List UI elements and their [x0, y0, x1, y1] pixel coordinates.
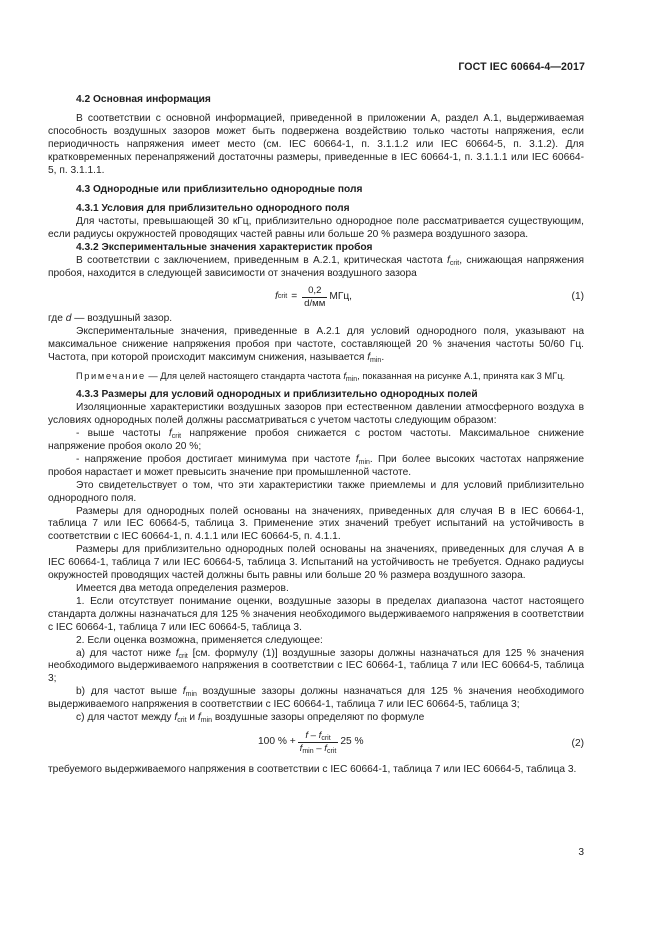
item-a: a) для частот ниже $f_{crit}$ [см. формулу (1)] воздушные зазоры должны назначаться для 125 % значения необходимого выдерживаемого напряжения в соответствии с IEC 60664-1, таблица 7 или IEC 60664-5, таблица 3;: [48, 647, 584, 685]
formula-1: [48, 284, 584, 312]
section-4-3-2-heading: 4.3.2 Экспериментальные значения характеристик пробоя: [76, 242, 373, 254]
formula-1-number: (1): [571, 290, 584, 302]
section-4-3-heading: 4.3 Однородные или приблизительно однородные поля: [76, 184, 363, 196]
note: Примечание — Для целей настоящего стандарта частота $f_{min}$, показанная на рисунке А.1, принята как 3 МГц.: [76, 371, 566, 384]
method-2-text: 2. Если оценка возможна, применяется следующее:: [76, 634, 323, 646]
formula-1-fraction: $\frac{0,2}{d/мм}$: [304, 284, 326, 309]
formula-2: [48, 729, 584, 763]
method-1-text: 1. Если отсутствует понимание оценки, воздушные зазоры в пределах диапазона частот настоящего стандарта должны назначаться для 125 % значения необходимого выдерживаемого напряжения в соответствии с IEC 60664-1, таблица 7 или IEC 60664-5, таблица 3.: [48, 595, 584, 633]
section-4-3-2-text-2: Экспериментальные значения, приведенные в А.2.1 для условий однородного поля, указывают на максимальное снижение напряжения пробоя при частоте, составляющей 20 % значения частоты 50/60 Гц. Частота, при которой происходит максимум снижения, называется $f_{min}$.: [48, 325, 584, 364]
section-4-3-1-heading: 4.3.1 Условия для приблизительно однородного поля: [76, 203, 350, 215]
approx-homogeneous-text: Размеры для приблизительно однородных полей основаны на значениях, приведенных для случая А в IEC 60664-1, таблица 7 или IEC 60664-5, таблица 3. Испытаний на устойчивость не требуется. Однако радиусы окружностей проводящих частей должны быть равны или больше 20 % размера воздушного зазора.: [48, 544, 584, 582]
page-content: [48, 94, 584, 777]
bullet-1: - выше частоты $f_{crit}$ напряжение пробоя снижается с ростом частоты. Максимальное снижение напряжение пробоя около 20 %;: [48, 428, 584, 453]
two-methods-text: Имеется два метода определения размеров.: [76, 583, 289, 594]
section-4-2-heading: 4.2 Основная информация: [76, 94, 211, 105]
homogeneous-fields-text: Размеры для однородных полей основаны на значениях, приведенных для случая В в IEC 60664-1, таблица 7 или IEC 60664-5, таблица 3. Применение этих значений требует испытаний на устойчивость в соответствии с IEC 60664-1, п. 4.1.1 или IEC 60664-5, п. 4.1.1.: [48, 505, 584, 543]
section-4-3-1-text: Для частоты, превышающей 30 кГц, приблизительно однородное поле рассматривается существующим, если радиусы окружностей проводящих частей равны или больше 20 % размера воздушного зазора.: [48, 216, 584, 241]
formula-2-number: (2): [571, 737, 584, 749]
section-4-3-3-intro: Изоляционные характеристики воздушных зазоров при естественном давлении атмосферного воздуха в условиях однородных полей должны рассматриваться с учетом частоты следующим образом:: [48, 402, 584, 427]
bullet-2: - напряжение пробоя достигает минимума при частоте $f_{min}$. При более высоких частотах напряжение пробоя нарастает и может превысить значение при промышленной частоте.: [48, 453, 584, 478]
section-4-3-3-heading: 4.3.3 Размеры для условий однородных и приблизительно однородных полей: [76, 389, 478, 401]
section-4-3-2-text-1: В соответствии с заключением, приведенным в А.2.1, критическая частота $f_{crit}$, снижающая напряжения пробоя, находится в следующей зависимости от значения воздушного зазора: [48, 254, 584, 279]
standard-header: ГОСТ IEC 60664-4—2017: [458, 61, 585, 73]
item-b: b) для частот выше $f_{min}$ воздушные зазоры должны назначаться для 125 % значения необходимого выдерживаемого напряжения в соответствии с IEC 60664-1, таблица 7 или IEC 60664-5, таблица 3;: [48, 686, 584, 711]
where-line: где d — воздушный зазор.: [48, 312, 173, 324]
formula-2-expression: 100 % + $\frac{f - f_{crit}}{f_{min} - f_{crit}}$ 25 %: [258, 729, 364, 755]
formula-1-expression: f crit = $\frac{0,2}{d/мм}$ МГц,: [275, 284, 353, 309]
formula-2-fraction: $\frac{f - f_{crit}}{f_{min} - f_{crit}}$: [299, 729, 337, 755]
item-c: c) для частот между $f_{crit}$ и $f_{min}$ воздушные зазоры определяют по формуле: [76, 712, 425, 725]
section-4-2-text: В соответствии с основной информацией, приведенной в приложении А, раздел А.1, выдерживаемая способность воздушных зазоров может быть подвержена воздействию только частоты напряжения, если периодичность напряжения имеет место (см. IEC 60664-1, п. 3.1.1.2 или IEC 60664-5, п. 3.1.2). Для кратковременных перенапряжений достаточны размеры, приведенные в IEC 60664-1, п. 3.1.1.1 или IEC 60664-5, п. 3.1.1.1.: [48, 112, 584, 176]
evidence-text: Это свидетельствует о том, что эти характеристики также приемлемы и для условий приблизительно однородного поля.: [48, 479, 584, 504]
required-voltage-text: требуемого выдерживаемого напряжения в соответствии с IEC 60664-1, таблица 7 или IEC 60664-5, таблица 3.: [48, 763, 577, 775]
page-number: 3: [578, 847, 584, 858]
